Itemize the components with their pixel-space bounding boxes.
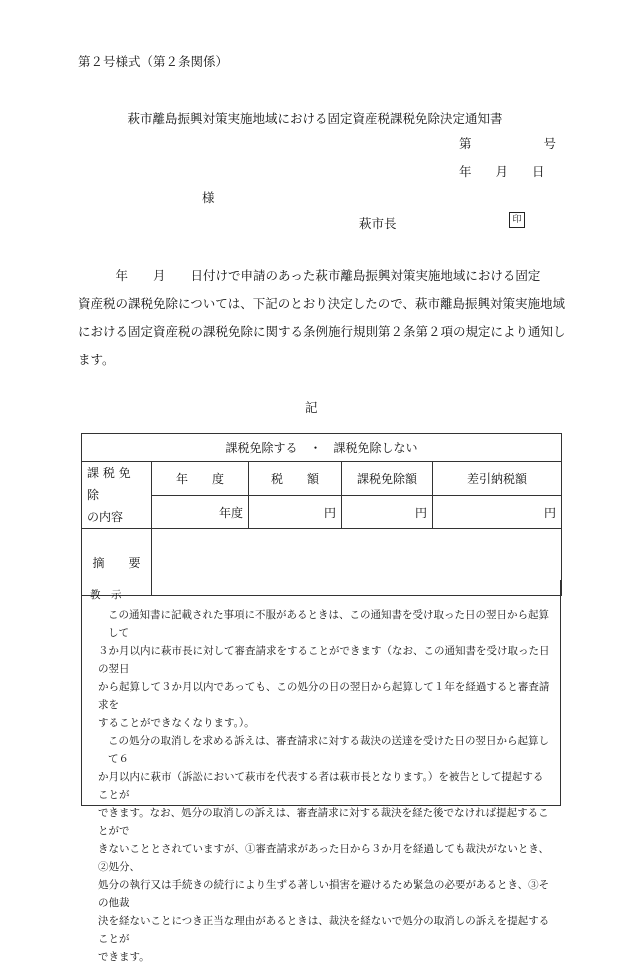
addressee-suffix: 様 <box>202 190 215 205</box>
form-label: 第２号様式（第２条関係） <box>78 54 229 69</box>
body-line: における固定資産税の課税免除に関する条例施行規則第２条第２項の規定により通知し <box>78 324 566 339</box>
content-label-line1: 課 税 免 除 <box>87 466 131 502</box>
notes-line: きないこととされていますが、①審査請求があった日から３か月を経過しても裁決がないとき、②処分、 <box>98 843 549 873</box>
page-title: 萩市離島振興対策実施地域における固定資産税課税免除決定通知書 <box>127 111 503 126</box>
summary-label: 摘 要 <box>82 529 152 596</box>
notes-paragraph-1-cont <box>90 642 552 732</box>
notes-line: 決を経ないことにつき正当な理由があるときは、裁決を経ないで処分の取消しの訴えを提起することが <box>98 915 550 945</box>
notice-body <box>78 262 568 374</box>
notes-line: できます。 <box>98 951 150 963</box>
row-tax-amount: 円 <box>249 496 342 529</box>
notes-line: この処分の取消しを求める訴えは、審査請求に対する裁決の送達を受けた日の翌日から起算して６ <box>108 735 549 765</box>
notes-line: ３か月以内に萩市長に対して審査請求をすることができます（なお、この通知書を受け取った日の翌日 <box>98 645 550 675</box>
header-year: 年 度 <box>152 462 249 496</box>
row-exemption-amount: 円 <box>342 496 433 529</box>
content-label-cell <box>82 462 152 529</box>
document-number <box>459 134 556 152</box>
notes-heading: 教 示 <box>90 589 122 601</box>
content-label-line2: の内容 <box>87 510 124 524</box>
body-line: 年 月 日付けで申請のあった萩市離島振興対策実施地域における固定 <box>78 268 541 283</box>
number-suffix: 号 <box>543 136 557 151</box>
issue-date <box>459 162 545 180</box>
notes-line: から起算して３か月以内であっても、この処分の日の翌日から起算して１年を経過すると審査請求を <box>98 681 550 711</box>
tax-exemption-table <box>81 433 562 596</box>
notes-paragraph-2 <box>90 732 552 768</box>
number-prefix: 第 <box>459 136 472 151</box>
date-year: 年 <box>459 164 472 179</box>
decision-cell: 課税免除する ・ 課税免除しない <box>82 434 562 462</box>
notes-paragraph-1 <box>90 606 552 642</box>
notes-line: この通知書に記載された事項に不服があるときは、この通知書を受け取った日の翌日から起算して <box>108 609 549 639</box>
header-net-tax: 差引納税額 <box>433 462 562 496</box>
issuer-name: 萩市長 <box>359 216 397 231</box>
notes-line: できます。なお、処分の取消しの訴えは、審査請求に対する裁決を経た後でなければ提起することがで <box>98 807 549 837</box>
date-month: 月 <box>495 164 509 179</box>
ki-heading: 記 <box>305 400 318 415</box>
body-line: ます。 <box>78 352 115 367</box>
instruction-notes <box>81 580 561 963</box>
header-exemption-amount: 課税免除額 <box>342 462 433 496</box>
notes-paragraph-2-cont <box>90 768 552 966</box>
notes-line: か月以内に萩市（訴訟において萩市を代表する者は萩市長となります。）を被告として提起することが <box>98 771 544 801</box>
notes-line: 処分の執行又は手続きの続行により生ずる著しい損害を避けるため緊急の必要があるとき、③その他裁 <box>98 879 550 909</box>
seal-stamp: 印 <box>509 212 525 228</box>
row-net-tax: 円 <box>433 496 562 529</box>
header-tax-amount: 税 額 <box>249 462 342 496</box>
row-year: 年度 <box>152 496 249 529</box>
date-day: 日 <box>532 164 545 179</box>
notes-line: することができなくなります。）。 <box>98 717 255 729</box>
body-line: 資産税の課税免除については、下記のとおり決定したので、萩市離島振興対策実施地域 <box>78 296 566 311</box>
